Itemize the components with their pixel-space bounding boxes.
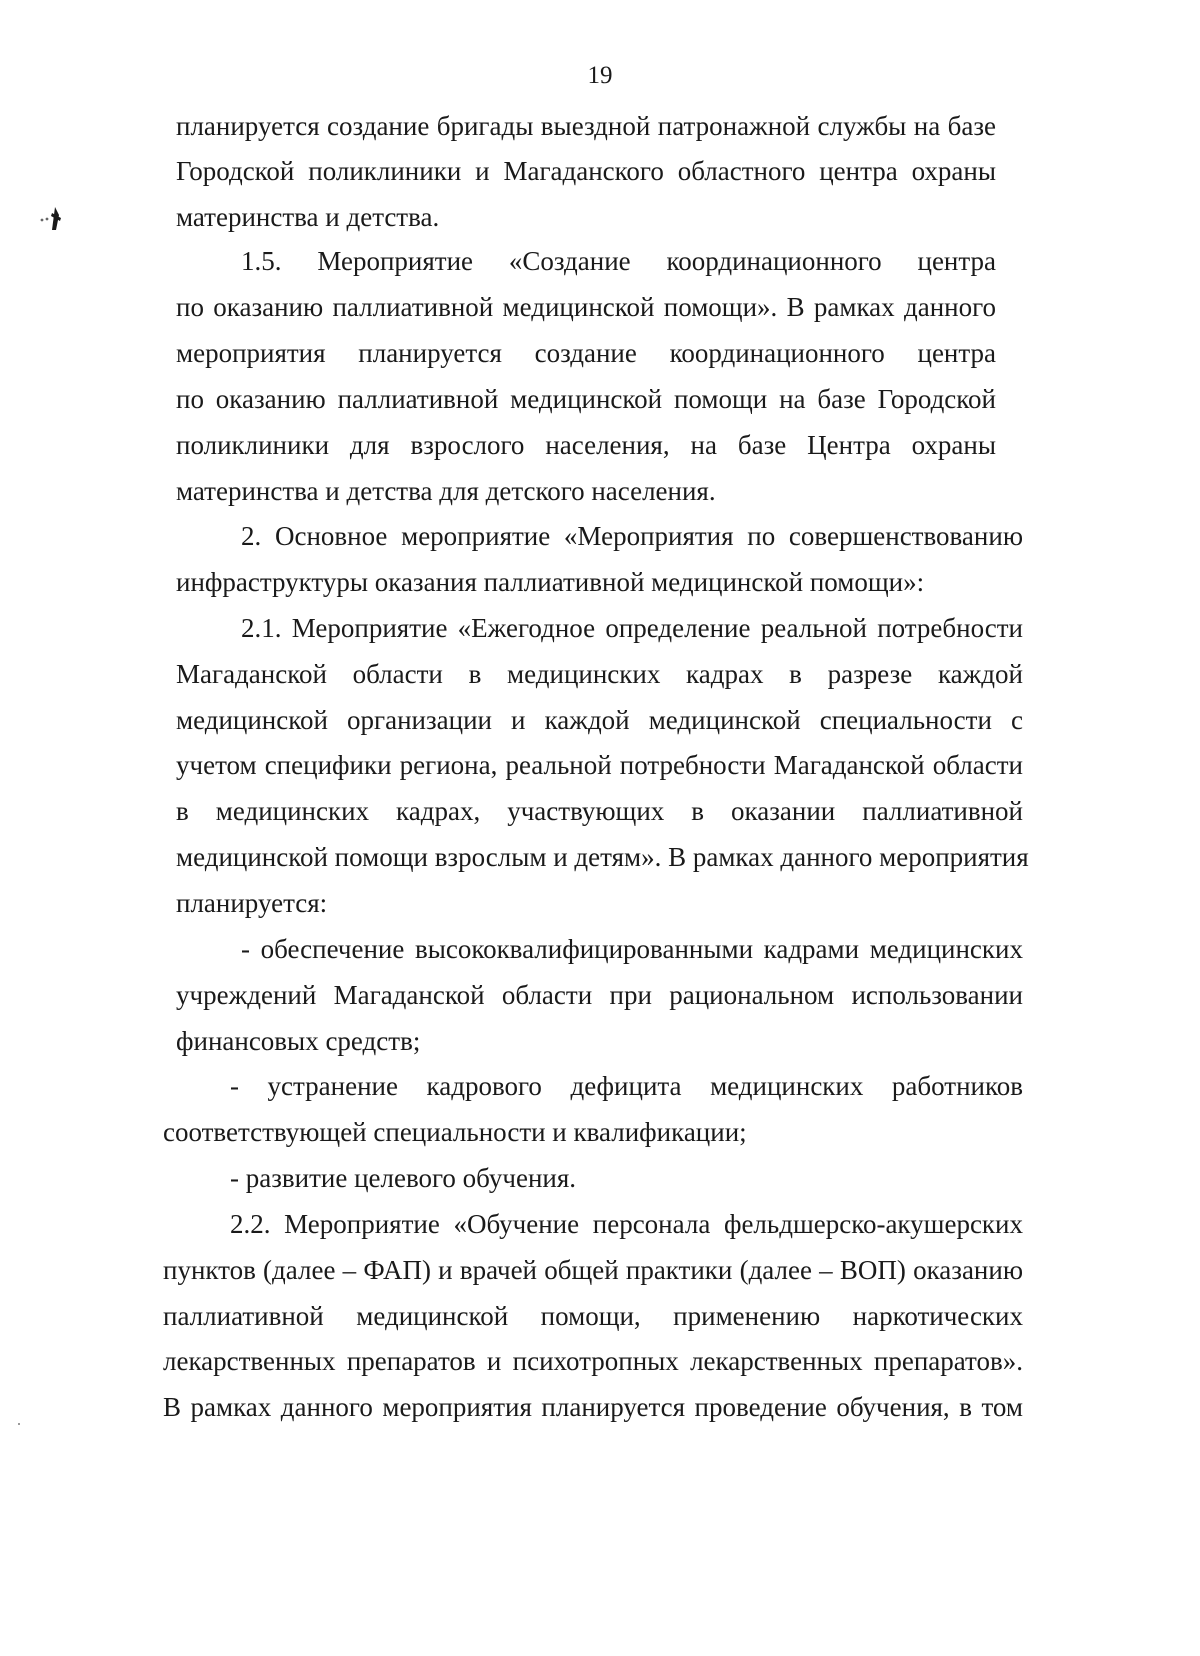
text-line: медицинской помощи взрослым и детям». В рамках данного мероприятия (176, 842, 1029, 872)
text-line: поликлиники для взрослого населения, на базе Центра охраны (176, 430, 996, 460)
text-line: 2. Основное мероприятие «Мероприятия по совершенствованию (241, 521, 1023, 551)
text-line: материнства и детства для детского населения. (176, 476, 716, 506)
text-line: по оказанию паллиативной медицинской помощи». В рамках данного (176, 292, 996, 322)
text-line: инфраструктуры оказания паллиативной медицинской помощи»: (176, 567, 925, 597)
text-line: материнства и детства. (176, 202, 440, 232)
text-line: по оказанию паллиативной медицинской помощи на базе Городской (176, 384, 996, 414)
scan-speck (18, 1423, 20, 1425)
text-line: учетом специфики региона, реальной потребности Магаданской области (176, 750, 1023, 780)
text-line: Городской поликлиники и Магаданского областного центра охраны (176, 156, 996, 186)
text-line: - развитие целевого обучения. (230, 1163, 577, 1193)
text-line: мероприятия планируется создание координационного центра (176, 338, 996, 368)
text-line: Магаданской области в медицинских кадрах в разрезе каждой (176, 659, 1023, 689)
page-number: 19 (587, 62, 613, 89)
text-line: лекарственных препаратов и психотропных лекарственных препаратов». (163, 1346, 1023, 1376)
text-line: в медицинских кадрах, участвующих в оказании паллиативной (176, 796, 1023, 826)
text-line: - обеспечение высококвалифицированными кадрами медицинских (241, 934, 1023, 964)
text-line: 1.5. Мероприятие «Создание координационного центра (241, 246, 996, 276)
text-line: паллиативной медицинской помощи, применению наркотических (163, 1301, 1023, 1331)
text-line: В рамках данного мероприятия планируется проведение обучения, в том (163, 1392, 1023, 1422)
text-line: соответствующей специальности и квалификации; (163, 1117, 747, 1147)
text-line: медицинской организации и каждой медицинской специальности с (176, 705, 1023, 735)
text-line: финансовых средств; (176, 1026, 421, 1056)
text-line: 2.1. Мероприятие «Ежегодное определение реальной потребности (241, 613, 1023, 643)
text-line: планируется создание бригады выездной патронажной службы на базе (176, 111, 996, 141)
scan-mark-icon (38, 203, 68, 233)
text-line: планируется: (176, 888, 328, 918)
text-line: - устранение кадрового дефицита медицинских работников (230, 1071, 1023, 1101)
text-line: 2.2. Мероприятие «Обучение персонала фельдшерско-акушерских (230, 1209, 1023, 1239)
text-line: учреждений Магаданской области при рациональном использовании (176, 980, 1023, 1010)
text-line: пунктов (далее – ФАП) и врачей общей практики (далее – ВОП) оказанию (163, 1255, 1023, 1285)
